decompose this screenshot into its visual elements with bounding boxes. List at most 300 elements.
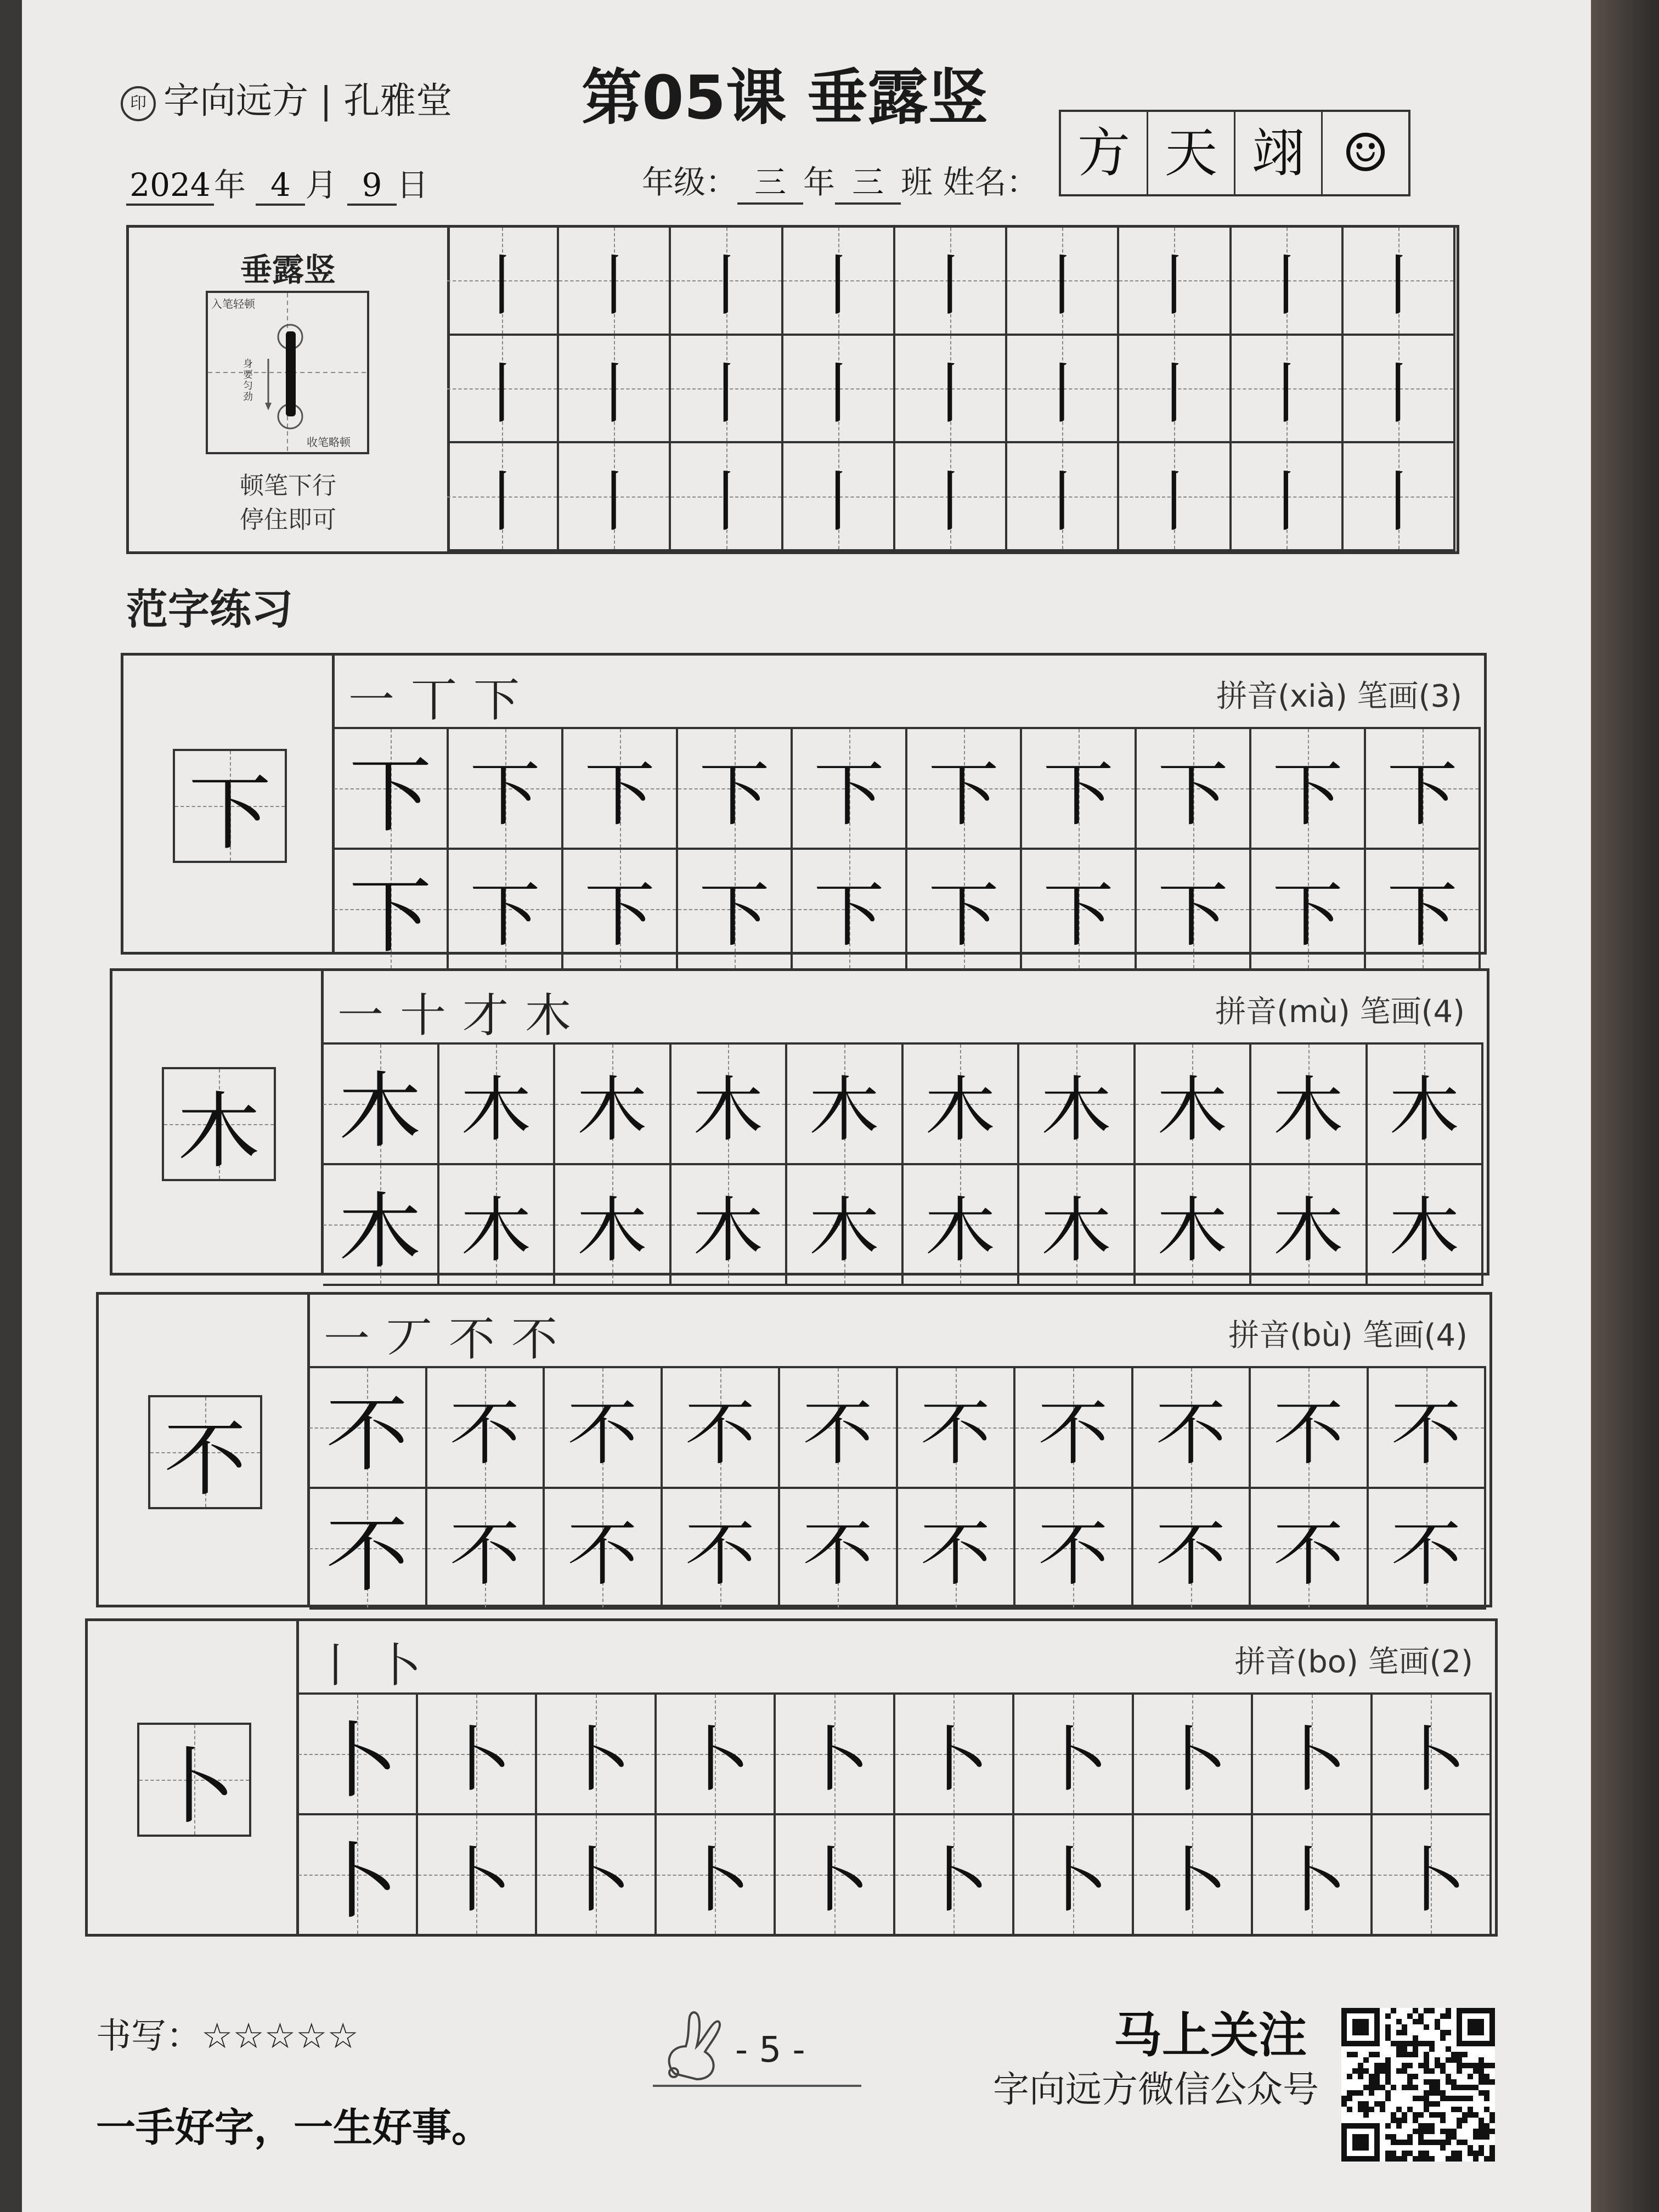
stroke-practice-cell: [1232, 228, 1344, 336]
handwritten-character: 木: [1273, 1190, 1344, 1272]
handwritten-character: 下: [349, 869, 432, 964]
character-practice-grid: [307, 1366, 1486, 1604]
practice-cell: [787, 1165, 904, 1286]
practice-cell: [678, 850, 793, 970]
stroke-order-step: 不: [449, 1312, 512, 1366]
handwritten-character: 不: [1391, 1514, 1462, 1595]
practice-cell: [537, 1695, 657, 1815]
name-char: 翊: [1235, 112, 1323, 194]
handwritten-character: 下: [1158, 874, 1228, 956]
stroke-count-label: 笔画(4): [1362, 1318, 1468, 1353]
stroke-practice-cell: [895, 336, 1007, 444]
practice-cell: [1366, 729, 1481, 850]
stroke-practice-cell: [895, 228, 1007, 336]
handwritten-character: 不: [1391, 1393, 1462, 1475]
handwritten-character: 卜: [799, 1840, 870, 1922]
practice-cell: [776, 1695, 895, 1815]
handwritten-character: 木: [338, 1184, 421, 1280]
handwritten-stroke: 丨: [581, 248, 647, 325]
character-practice-block: [110, 968, 1489, 1280]
handwritten-character: 不: [1038, 1514, 1109, 1595]
handwritten-character: 下: [1387, 754, 1458, 836]
handwritten-character: 不: [567, 1393, 638, 1475]
practice-cell: [904, 1045, 1020, 1165]
practice-cell: [1368, 1045, 1484, 1165]
handwritten-character: 下: [814, 874, 884, 956]
practice-cell: [1134, 1815, 1254, 1936]
stroke-order-step: 木: [525, 989, 588, 1042]
grade-suffix: 年: [803, 163, 836, 201]
handwritten-character: 木: [1041, 1190, 1111, 1272]
handwritten-character: 不: [920, 1514, 991, 1595]
class-suffix: 班: [901, 163, 933, 201]
handwritten-character: 下: [470, 874, 540, 956]
date-line: [126, 159, 428, 206]
follow-title: 马上关注: [1114, 2007, 1307, 2063]
name-char: 方: [1061, 112, 1148, 194]
handwritten-stroke: 丨: [1365, 248, 1431, 325]
name-char: 天: [1148, 112, 1235, 194]
stroke-practice-cell: [1119, 336, 1231, 444]
practice-cell: [449, 729, 563, 850]
handwritten-character: 木: [1389, 1190, 1460, 1272]
pinyin-label: 拼音(bù): [1228, 1318, 1353, 1353]
practice-cell: [537, 1815, 657, 1936]
practice-cell: [898, 1368, 1016, 1489]
practice-cell: [895, 1815, 1015, 1936]
practice-cell: [672, 1165, 788, 1286]
page-number: - 5 -: [735, 2030, 805, 2070]
stroke-tip-1: 顿笔下行: [240, 472, 336, 500]
stroke-practice-cell: [671, 336, 783, 444]
stroke-order: [313, 1629, 438, 1695]
handwritten-character: 不: [1038, 1393, 1109, 1475]
lesson-title: 第05课 垂露竖: [582, 63, 989, 133]
name-label: 姓名：: [943, 163, 1039, 201]
handwritten-stroke: 丨: [693, 464, 759, 540]
character-practice-block: [121, 653, 1487, 964]
stroke-practice-cell: [783, 443, 895, 551]
stroke-tip-2: 停住即可: [240, 506, 336, 534]
stroke-order-step: 丆: [386, 1312, 449, 1366]
stroke-demo-area: [129, 228, 450, 551]
handwritten-character: 不: [685, 1393, 755, 1475]
handwritten-character: 卜: [1157, 1840, 1228, 1922]
practice-cell: [1253, 1695, 1373, 1815]
stroke-order-step: 才: [462, 989, 526, 1042]
model-character-glyph: 不: [163, 1412, 246, 1508]
handwritten-character: 下: [699, 754, 770, 836]
handwritten-character: 下: [699, 874, 770, 956]
handwritten-character: 卜: [918, 1719, 989, 1801]
stroke-practice-cell: [783, 336, 895, 444]
handwritten-stroke: 丨: [1253, 248, 1319, 325]
handwritten-character: 下: [928, 754, 999, 836]
stroke-practice-cell: [1119, 228, 1231, 336]
handwritten-stroke: 丨: [1253, 464, 1319, 540]
date-day: 9: [347, 166, 397, 206]
stroke-order-step: 丨: [313, 1639, 376, 1692]
handwritten-character: 不: [1155, 1514, 1226, 1595]
handwritten-character: 下: [1043, 874, 1114, 956]
practice-cell: [1022, 850, 1137, 970]
handwritten-character: 卜: [315, 1835, 398, 1930]
date-year: 2024: [126, 166, 214, 206]
stroke-order-step: 一: [337, 989, 400, 1042]
stroke-order-step: 卜: [375, 1639, 438, 1692]
handwritten-character: 不: [449, 1514, 520, 1595]
handwritten-character: 不: [1273, 1514, 1344, 1595]
character-practice-block: [96, 1292, 1492, 1607]
handwritten-character: 木: [925, 1069, 996, 1151]
practice-cell: [1369, 1489, 1487, 1610]
practice-cell: [793, 729, 907, 850]
stroke-order-step: 丅: [411, 673, 474, 727]
practice-cell: [1014, 1695, 1134, 1815]
handwritten-character: 不: [1155, 1393, 1226, 1475]
practice-cell: [657, 1815, 776, 1936]
stroke-practice-cell: [671, 443, 783, 551]
handwritten-character: 木: [1041, 1069, 1111, 1151]
pinyin-and-strokes: [1216, 672, 1462, 716]
handwritten-character: 卜: [1396, 1719, 1466, 1801]
handwritten-stroke: 丨: [693, 248, 759, 325]
practice-cell: [545, 1368, 663, 1489]
handwritten-stroke: 丨: [917, 356, 983, 432]
handwritten-stroke: 丨: [805, 248, 871, 325]
stroke-order-step: 一: [348, 673, 411, 727]
date-month-suffix: 月: [305, 166, 337, 204]
handwritten-character: 卜: [441, 1840, 512, 1922]
grade-label: 年级：: [642, 163, 738, 201]
handwritten-character: 下: [349, 748, 432, 844]
handwritten-character: 不: [326, 1387, 409, 1483]
name-boxes: [1059, 110, 1410, 196]
handwritten-character: 卜: [680, 1719, 751, 1801]
stroke-order-step: 十: [400, 989, 463, 1042]
worksheet-page: [22, 0, 1591, 2212]
grade-value: 三: [737, 156, 803, 205]
motto: 一手好字，一生好事。: [96, 2104, 492, 2151]
practice-cell: [555, 1165, 672, 1286]
qr-code-icon: [1341, 2008, 1495, 2162]
handwritten-character: 下: [1272, 874, 1343, 956]
handwritten-character: 木: [925, 1190, 996, 1272]
practice-cell: [1251, 1045, 1368, 1165]
practice-cell: [898, 1489, 1016, 1610]
handwritten-stroke: 丨: [1029, 464, 1096, 540]
stroke-practice-grid: [447, 228, 1455, 551]
handwritten-character: 卜: [918, 1840, 989, 1922]
stroke-practice-cell: [1007, 336, 1119, 444]
stroke-practice-cell: [895, 443, 1007, 551]
handwritten-character: 木: [338, 1064, 421, 1159]
pinyin-label: 拼音(bo): [1234, 1644, 1358, 1680]
class-info: [642, 156, 1039, 205]
practice-cell: [780, 1489, 898, 1610]
handwritten-character: 下: [1387, 874, 1458, 956]
character-practice-block: [85, 1618, 1498, 1937]
stroke-count-label: 笔画(3): [1357, 679, 1462, 714]
handwritten-stroke: 丨: [1141, 356, 1207, 432]
practice-cell: [787, 1045, 904, 1165]
rating-label: 书写：: [96, 2016, 201, 2057]
stroke-practice-cell: [1232, 443, 1344, 551]
stroke-count-label: 笔画(4): [1359, 994, 1465, 1030]
practice-cell: [323, 1165, 439, 1286]
handwritten-stroke: 丨: [469, 248, 535, 325]
practice-cell: [663, 1368, 781, 1489]
brand-seal-icon: 印: [121, 86, 156, 121]
handwritten-character: 不: [449, 1393, 520, 1475]
practice-cell: [657, 1695, 776, 1815]
stroke-order-step: 一: [324, 1312, 387, 1366]
handwritten-character: 卜: [441, 1719, 512, 1801]
vertical-stroke-demo-icon: [208, 293, 367, 452]
handwritten-character: 木: [1389, 1069, 1460, 1151]
stroke-practice-cell: [447, 228, 559, 336]
handwritten-character: 卜: [1037, 1840, 1108, 1922]
practice-cell: [1136, 1045, 1252, 1165]
practice-cell: [298, 1815, 418, 1936]
practice-cell: [1373, 1695, 1492, 1815]
practice-cell: [1133, 1489, 1251, 1610]
handwritten-character: 木: [577, 1069, 647, 1151]
practice-cell: [323, 1045, 439, 1165]
practice-cell: [427, 1489, 545, 1610]
practice-cell: [1133, 1368, 1251, 1489]
model-character: [137, 1723, 251, 1837]
practice-cell: [1368, 1165, 1484, 1286]
handwritten-character: 不: [567, 1514, 638, 1595]
practice-cell: [1251, 1368, 1369, 1489]
practice-cell: [678, 729, 793, 850]
handwritten-character: 卜: [799, 1719, 870, 1801]
practice-cell: [545, 1489, 663, 1610]
handwritten-character: 卜: [1396, 1840, 1466, 1922]
page-divider: [653, 2085, 861, 2087]
practice-cell: [1251, 1165, 1368, 1286]
handwritten-character: 下: [584, 874, 655, 956]
stroke-practice-cell: [1007, 228, 1119, 336]
handwritten-character: 不: [803, 1514, 873, 1595]
practice-cell: [555, 1045, 672, 1165]
stroke-order: [337, 979, 588, 1045]
pinyin-and-strokes: [1215, 988, 1465, 1031]
handwritten-character: 卜: [1157, 1719, 1228, 1801]
handwritten-character: 木: [1157, 1190, 1228, 1272]
handwritten-character: 下: [1043, 754, 1114, 836]
handwritten-stroke: 丨: [917, 248, 983, 325]
handwritten-character: 卜: [315, 1714, 398, 1809]
model-character: [173, 749, 287, 863]
stroke-practice-cell: [1344, 336, 1455, 444]
practice-cell: [1015, 1368, 1133, 1489]
handwritten-character: 下: [928, 874, 999, 956]
practice-cell: [907, 850, 1022, 970]
follow-subtitle: 字向远方微信公众号: [993, 2068, 1319, 2111]
handwritten-stroke: 丨: [469, 356, 535, 432]
handwritten-stroke: 丨: [1141, 464, 1207, 540]
practice-cell: [904, 1165, 1020, 1286]
model-character: [162, 1067, 276, 1181]
section-title: 范字练习: [126, 585, 293, 634]
stroke-demo-box: [206, 291, 369, 454]
stroke-practice-cell: [783, 228, 895, 336]
handwritten-character: 木: [461, 1190, 532, 1272]
date-day-suffix: 日: [396, 166, 428, 204]
handwritten-stroke: 丨: [917, 464, 983, 540]
practice-cell: [672, 1045, 788, 1165]
practice-cell: [439, 1045, 556, 1165]
practice-cell: [439, 1165, 556, 1286]
practice-cell: [1136, 1165, 1252, 1286]
practice-cell: [449, 850, 563, 970]
handwritten-stroke: 丨: [469, 464, 535, 540]
stroke-practice-cell: [447, 336, 559, 444]
practice-cell: [418, 1815, 538, 1936]
model-character-glyph: 卜: [153, 1740, 235, 1835]
handwritten-stroke: 丨: [1141, 248, 1207, 325]
stroke-order-step: 不: [511, 1312, 574, 1366]
stroke-practice-cell: [559, 228, 671, 336]
practice-cell: [1134, 1695, 1254, 1815]
handwritten-stroke: 丨: [581, 356, 647, 432]
handwritten-character: 木: [809, 1190, 879, 1272]
practice-cell: [1019, 1165, 1136, 1286]
handwritten-character: 卜: [680, 1840, 751, 1922]
practice-cell: [776, 1815, 895, 1936]
practice-cell: [1251, 729, 1366, 850]
date-month: 4: [256, 166, 305, 206]
background-shadow: [1591, 0, 1659, 2212]
handwritten-stroke: 丨: [693, 356, 759, 432]
practice-cell: [1015, 1489, 1133, 1610]
handwritten-character: 不: [685, 1514, 755, 1595]
practice-cell: [1137, 729, 1251, 850]
practice-cell: [1014, 1815, 1134, 1936]
stroke-practice-cell: [1344, 228, 1455, 336]
pinyin-label: 拼音(xià): [1216, 679, 1347, 714]
practice-cell: [334, 729, 449, 850]
demo-label-entry: 入笔轻顿: [211, 297, 255, 311]
practice-cell: [309, 1489, 427, 1610]
practice-cell: [418, 1695, 538, 1815]
handwritten-character: 不: [920, 1393, 991, 1475]
stroke-practice-cell: [1344, 443, 1455, 551]
demo-label-end: 收笔略顿: [307, 436, 351, 449]
handwritten-stroke: 丨: [1029, 248, 1096, 325]
stroke-practice-cell: [671, 228, 783, 336]
stroke-practice-cell: [1007, 443, 1119, 551]
demo-label-body: 身要匀劲: [243, 358, 253, 403]
model-character: [148, 1395, 262, 1509]
handwritten-character: 木: [693, 1190, 764, 1272]
handwritten-character: 卜: [1276, 1840, 1347, 1922]
practice-cell: [1019, 1045, 1136, 1165]
stroke-count-label: 笔画(2): [1368, 1644, 1473, 1680]
handwritten-stroke: 丨: [581, 464, 647, 540]
practice-cell: [334, 850, 449, 970]
practice-cell: [1137, 850, 1251, 970]
practice-cell: [427, 1368, 545, 1489]
handwritten-character: 木: [461, 1069, 532, 1151]
character-practice-grid: [321, 1042, 1483, 1280]
practice-cell: [1366, 850, 1481, 970]
practice-cell: [1253, 1815, 1373, 1936]
stroke-practice-cell: [1119, 443, 1231, 551]
handwritten-stroke: 丨: [1029, 356, 1096, 432]
handwritten-character: 下: [1158, 754, 1228, 836]
character-practice-grid: [332, 727, 1481, 964]
handwritten-character: 下: [584, 754, 655, 836]
practice-cell: [907, 729, 1022, 850]
writing-rating: [96, 2008, 359, 2058]
stroke-name: 垂露竖: [240, 251, 336, 289]
handwritten-stroke: 丨: [1365, 356, 1431, 432]
handwritten-stroke: 丨: [1253, 356, 1319, 432]
handwritten-character: 卜: [1037, 1719, 1108, 1801]
brand-logo: [121, 71, 452, 123]
model-character-glyph: 木: [177, 1084, 260, 1180]
practice-cell: [895, 1695, 1015, 1815]
handwritten-character: 木: [809, 1069, 879, 1151]
handwritten-stroke: 丨: [1365, 464, 1431, 540]
handwritten-stroke: 丨: [805, 356, 871, 432]
stroke-practice-panel: [126, 225, 1459, 554]
pinyin-and-strokes: [1228, 1311, 1468, 1355]
practice-cell: [1373, 1815, 1492, 1936]
name-char: ☺: [1341, 122, 1390, 184]
practice-cell: [563, 729, 678, 850]
stroke-practice-cell: [559, 336, 671, 444]
handwritten-character: 下: [814, 754, 884, 836]
handwritten-character: 下: [470, 754, 540, 836]
rating-stars: ☆☆☆☆☆: [201, 2016, 359, 2057]
practice-cell: [793, 850, 907, 970]
practice-cell: [663, 1489, 781, 1610]
practice-cell: [1022, 729, 1137, 850]
handwritten-character: 下: [1272, 754, 1343, 836]
date-year-suffix: 年: [214, 166, 246, 204]
handwritten-character: 卜: [1276, 1719, 1347, 1801]
handwritten-character: 卜: [560, 1719, 631, 1801]
character-practice-grid: [296, 1692, 1492, 1931]
pinyin-and-strokes: [1234, 1638, 1473, 1681]
handwritten-character: 木: [1273, 1069, 1344, 1151]
practice-cell: [563, 850, 678, 970]
handwritten-character: 木: [577, 1190, 647, 1272]
practice-cell: [1251, 850, 1366, 970]
handwritten-character: 不: [326, 1508, 409, 1604]
practice-cell: [1251, 1489, 1369, 1610]
handwritten-character: 木: [693, 1069, 764, 1151]
practice-cell: [298, 1695, 418, 1815]
practice-cell: [780, 1368, 898, 1489]
stroke-practice-cell: [559, 443, 671, 551]
practice-cell: [1369, 1368, 1487, 1489]
model-character-glyph: 下: [188, 766, 271, 861]
stroke-order: [324, 1302, 574, 1369]
stroke-order-step: 下: [473, 673, 537, 727]
brand-text: 字向远方 | 孔雅堂: [163, 80, 453, 122]
stroke-order: [348, 663, 536, 730]
stroke-practice-cell: [1232, 336, 1344, 444]
rabbit-icon: [653, 2008, 741, 2092]
handwritten-character: 卜: [560, 1840, 631, 1922]
class-value: 三: [835, 156, 901, 205]
handwritten-stroke: 丨: [805, 464, 871, 540]
